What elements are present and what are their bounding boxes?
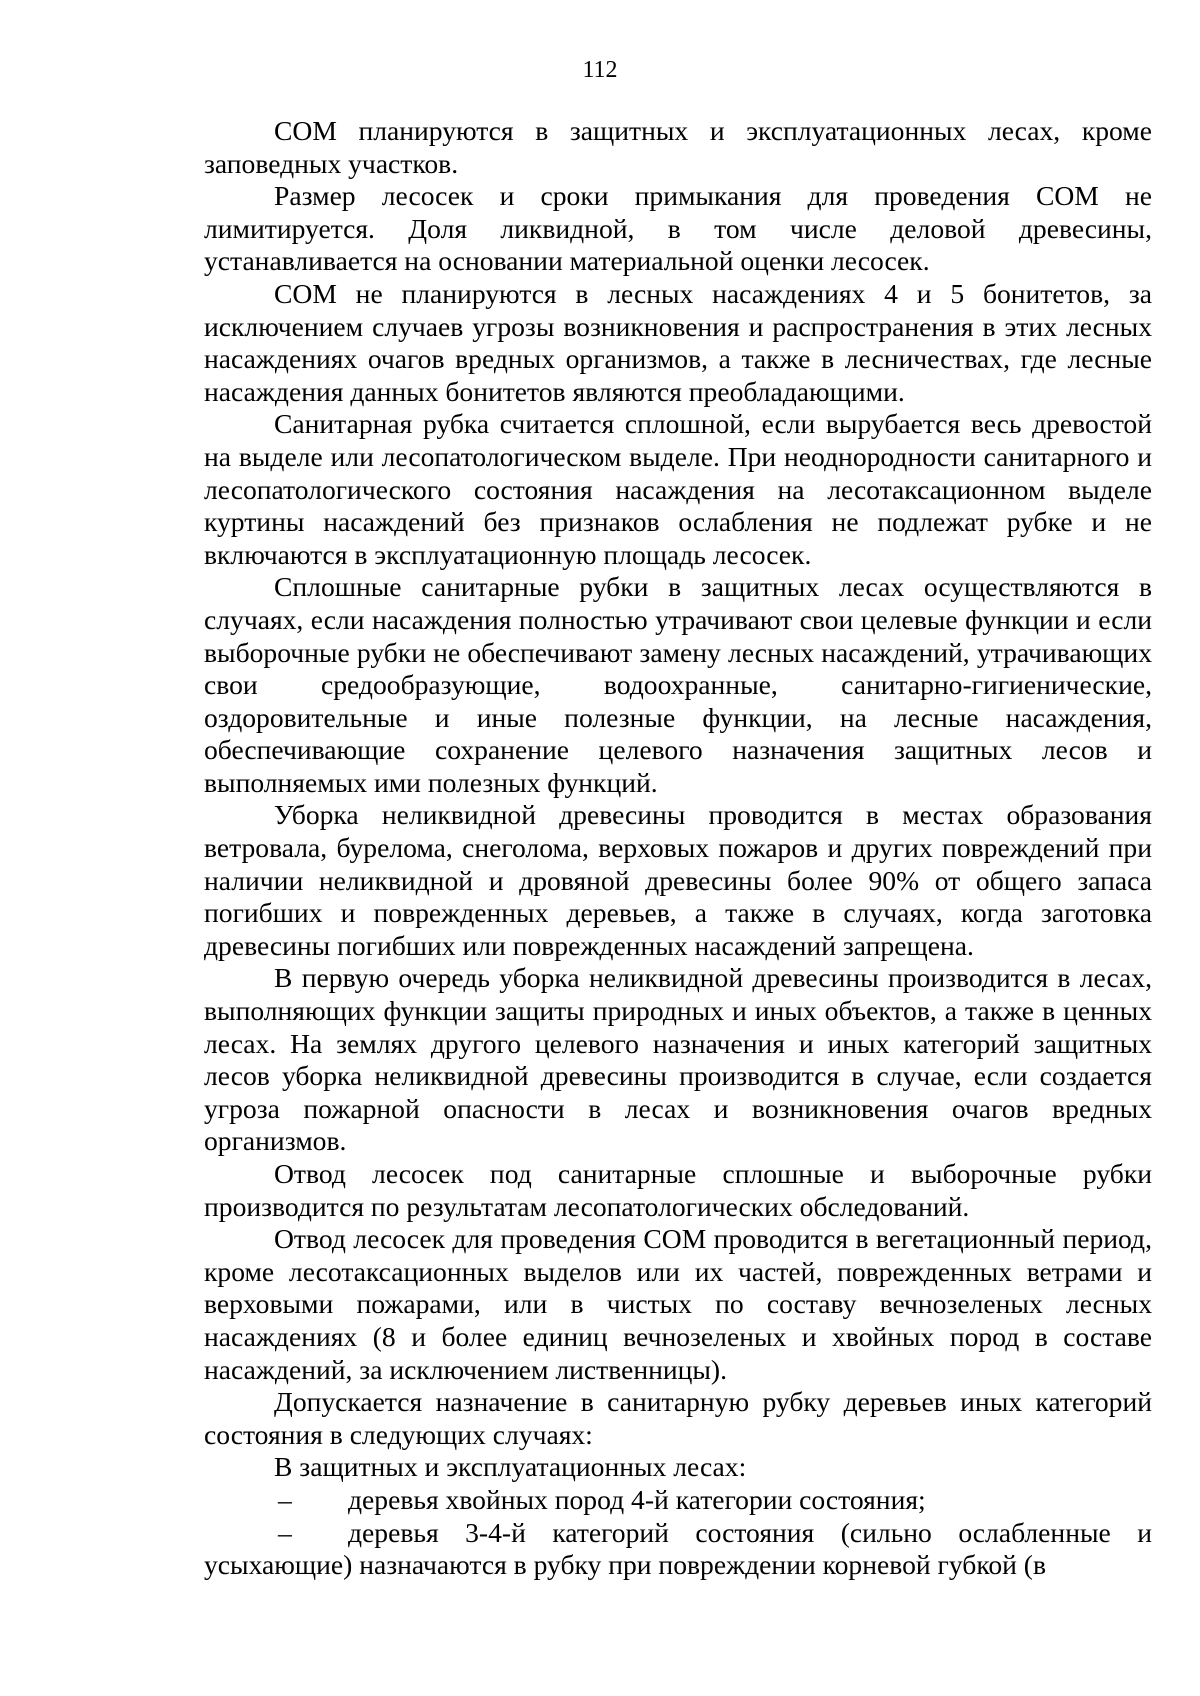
- paragraph: Отвод лесосек под санитарные сплошные и выборочные рубки производится по результатам лесопатологических обследований.: [204, 1158, 1152, 1222]
- paragraph: В первую очередь уборка неликвидной древесины производится в лесах, выполняющих функции защиты природных и иных объектов, а также в ценных лесах. На землях другого целевого назначения и иных категорий защитных лесов уборка неликвидной древесины производится в случае, если создается угроза пожарной опасности в лесах и возникновения очагов вредных организмов.: [204, 962, 1152, 1157]
- body-text: [204, 115, 1152, 1582]
- list-item: [204, 1484, 1152, 1517]
- paragraph: Отвод лесосек для проведения СОМ проводится в вегетационный период, кроме лесотаксационных выделов или их частей, поврежденных ветрами и верховыми пожарами, или в чистых по составу вечнозеленых лесных насаждениях (8 и более единиц вечнозеленых и хвойных пород в составе насаждений, за исключением лиственницы).: [204, 1223, 1152, 1385]
- list-marker: –: [278, 1483, 292, 1515]
- list-marker: –: [278, 1516, 292, 1548]
- paragraph: СОМ не планируются в лесных насаждениях 4 и 5 бонитетов, за исключением случаев угрозы возникновения и распространения в этих лесных насаждениях очагов вредных организмов, а также в лесничествах, где лесные насаждения данных бонитетов являются преобладающими.: [204, 277, 1152, 407]
- paragraph: В защитных и эксплуатационных лесах:: [274, 1451, 747, 1483]
- list-item-text: деревья хвойных пород 4-й категории состояния;: [348, 1483, 926, 1515]
- paragraph: Размер лесосек и сроки примыкания для проведения СОМ не лимитируется. Доля ликвидной, в том числе деловой древесины, устанавливается на основании материальной оценки лесосек.: [204, 180, 1152, 277]
- paragraph: Уборка неликвидной древесины проводится в местах образования ветровала, бурелома, снеголома, верховых пожаров и других повреждений при наличии неликвидной и дровяной древесины более 90% от общего запаса погибших и поврежденных деревьев, а также в случаях, когда заготовка древесины погибших или поврежденных насаждений запрещена.: [204, 799, 1152, 961]
- paragraph: СОМ планируются в защитных и эксплуатационных лесах, кроме заповедных участков.: [204, 115, 1152, 179]
- paragraph: Сплошные санитарные рубки в защитных лесах осуществляются в случаях, если насаждения полностью утрачивают свои целевые функции и если выборочные рубки не обеспечивают замену лесных насаждений, утрачивающих свои средообразующие, водоохранные, санитарно-гигиенические, оздоровительные и иные полезные функции, на лесные насаждения, обеспечивающие сохранение целевого назначения защитных лесов и выполняемых ими полезных функций.: [204, 571, 1152, 798]
- list-item: [204, 1517, 1152, 1582]
- paragraph: Санитарная рубка считается сплошной, если вырубается весь древостой на выделе или лесопатологическом выделе. При неоднородности санитарного и лесопатологического состояния насаждения на лесотаксационном выделе куртины насаждений без признаков ослабления не подлежат рубке и не включаются в эксплуатационную площадь лесосек.: [204, 408, 1152, 570]
- list-item-text: деревья 3-4-й категорий состояния (сильно ослабленные и усыхающие) назначаются в рубку при повреждении корневой губкой (в: [204, 1516, 1152, 1581]
- paragraph: Допускается назначение в санитарную рубку деревьев иных категорий состояния в следующих случаях:: [204, 1386, 1152, 1450]
- page-number: 112: [582, 57, 618, 83]
